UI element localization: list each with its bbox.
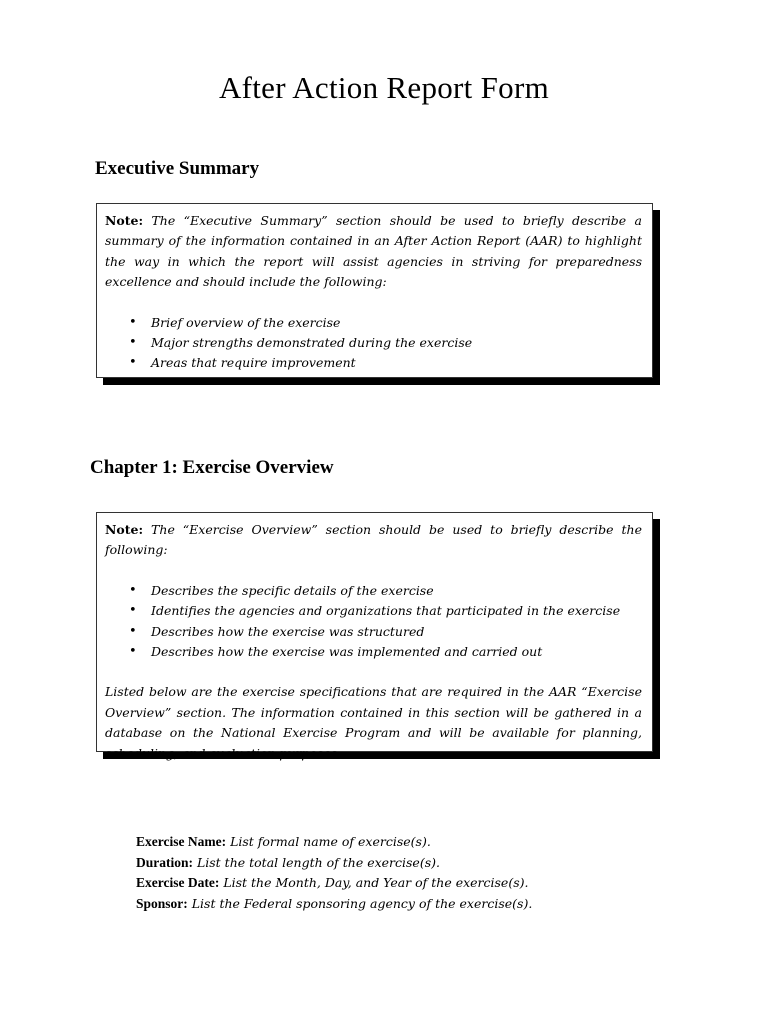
exercise-overview-list bbox=[105, 581, 642, 663]
exercise-specifications bbox=[136, 832, 532, 914]
list-item: • Areas that require improvement bbox=[151, 353, 642, 373]
list-item: • Describes how the exercise was structured bbox=[151, 622, 642, 642]
list-item: • Brief overview of the exercise bbox=[151, 313, 642, 333]
spec-duration: Duration: List the total length of the exercise(s). bbox=[136, 854, 440, 870]
executive-summary-list bbox=[105, 313, 642, 374]
executive-summary-note-box bbox=[96, 203, 653, 378]
exercise-overview-note bbox=[105, 520, 642, 561]
spec-exercise-name: Exercise Name: List formal name of exercise(s). bbox=[136, 834, 431, 849]
note-text: The “Exercise Overview” section should be used to briefly describe the following: bbox=[105, 522, 642, 558]
chapter1-heading: Chapter 1: Exercise Overview bbox=[90, 457, 334, 478]
bullet-icon: • bbox=[129, 335, 137, 351]
spec-exercise-date: Exercise Date: List the Month, Day, and Year of the exercise(s). bbox=[136, 875, 529, 890]
note-label: Note: bbox=[105, 522, 144, 537]
bullet-icon: • bbox=[129, 314, 137, 330]
page-title: After Action Report Form bbox=[218, 70, 550, 105]
spec-sponsor: Sponsor: List the Federal sponsoring agency of the exercise(s). bbox=[136, 895, 533, 911]
list-item: • Identifies the agencies and organizations that participated in the exercise bbox=[151, 601, 642, 621]
executive-summary-note bbox=[105, 211, 642, 293]
executive-summary-heading: Executive Summary bbox=[95, 158, 260, 179]
bullet-icon: • bbox=[129, 355, 137, 371]
list-item: • Describes the specific details of the exercise bbox=[151, 581, 642, 601]
exercise-overview-closing: Listed below are the exercise specifications that are required in the AAR “Exercise Overview” section. The information contained in this section will be gathered in a database on the National Exercise Program and will be available for planning, scheduling, and evaluation purposes. bbox=[105, 684, 642, 761]
exercise-overview-note-box bbox=[96, 512, 653, 761]
bullet-icon: • bbox=[129, 603, 137, 619]
note-text: The “Executive Summary” section should be used to briefly describe a summary of the information contained in an After Action Report (AAR) to highlight the way in which the report will assist agencies in striving for preparedness excellence and should include the following: bbox=[105, 213, 642, 290]
list-item: • Describes how the exercise was implemented and carried out bbox=[151, 642, 642, 662]
list-item: • Major strengths demonstrated during the exercise bbox=[151, 333, 642, 353]
bullet-icon: • bbox=[129, 582, 137, 598]
bullet-icon: • bbox=[129, 644, 137, 660]
note-label: Note: bbox=[105, 213, 144, 228]
bullet-icon: • bbox=[129, 623, 137, 639]
